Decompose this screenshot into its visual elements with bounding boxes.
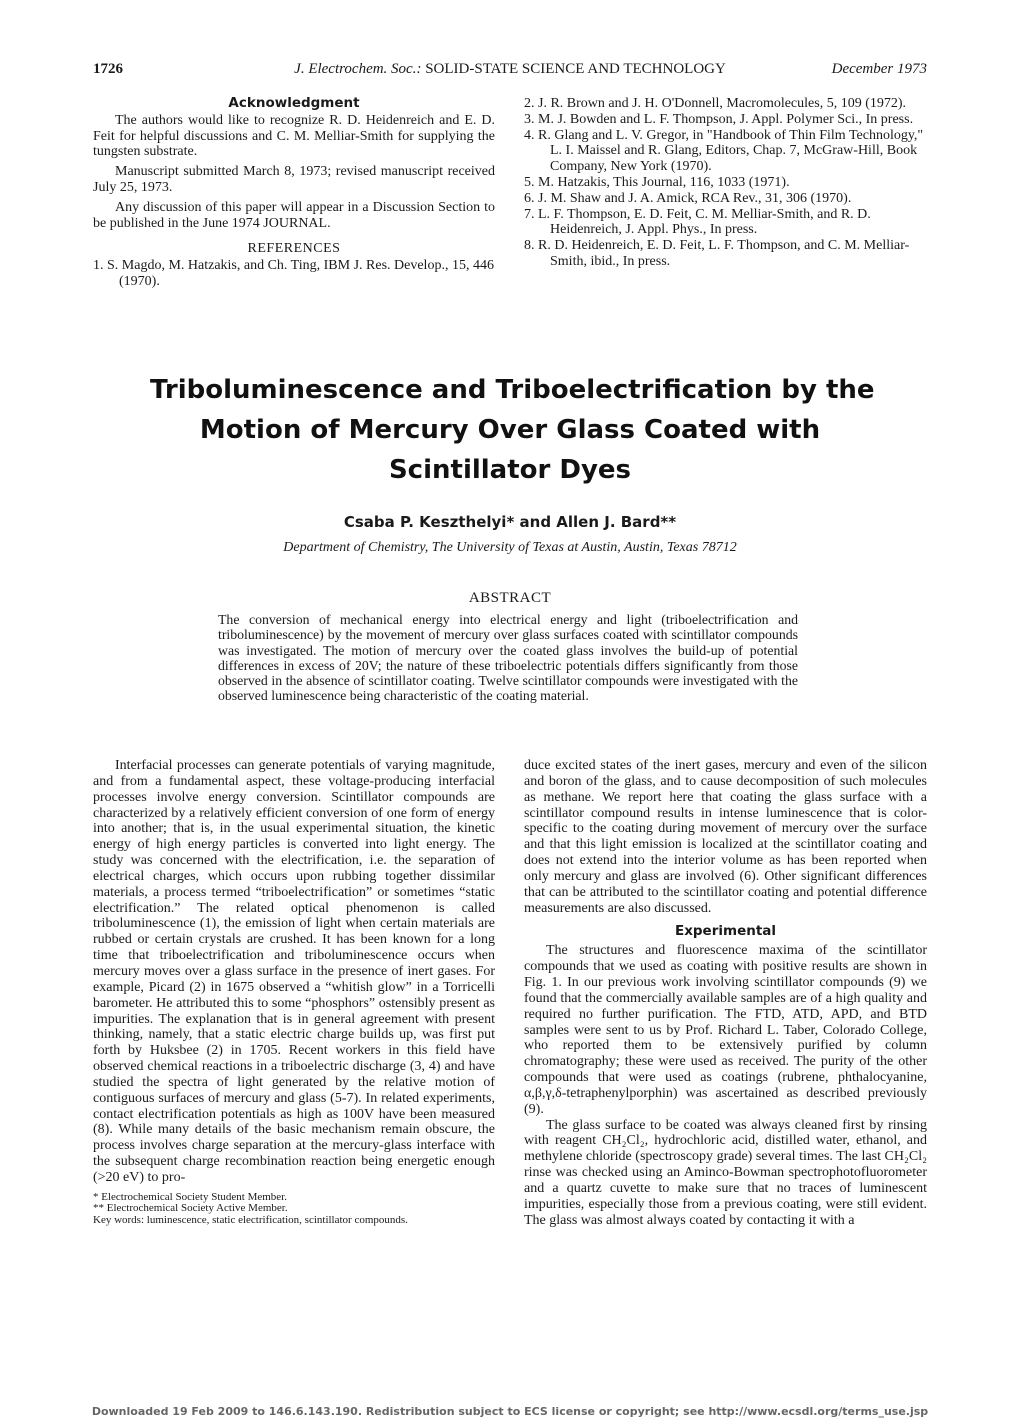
footnote-keywords: Key words: luminescence, static electrification, scintillator compounds. (93, 1213, 408, 1226)
footnotes (93, 1192, 495, 1227)
acknowledgment-text: The authors would like to recognize R. D. Heidenreich and E. D. Feit for helpful discussions and C. M. Melliar-Smith for supplying the tungsten substrate. (93, 112, 495, 160)
reference-item: 5. M. Hatzakis, This Journal, 116, 1033 (1971). (524, 174, 790, 190)
references-heading: REFERENCES (247, 241, 341, 257)
abstract-heading: ABSTRACT (468, 590, 552, 606)
reference-item: 8. R. D. Heidenreich, E. D. Feit, L. F. Thompson, and C. M. Melliar-Smith, ibid., In press. (524, 238, 910, 269)
abstract-text: The conversion of mechanical energy into electrical energy and light (triboelectrification and triboluminescence) by the movement of mercury over glass surfaces coated with scintillator compounds was investigated. The motion of mercury over the coated glass involves the build-up of potential differences in excess of 20V; the nature of these triboelectric potentials differs significantly from those observed in the absence of scintillator coating. Twelve scintillator compounds were investigated with the observed luminescence being characteristic of the coating material. (218, 612, 798, 704)
reference-item: 6. J. M. Shaw and J. A. Amick, RCA Rev., 31, 306 (1970). (524, 190, 852, 206)
download-footer: Downloaded 19 Feb 2009 to 146.6.143.190. Redistribution subject to ECS license or copyright; see http://www.ecsdl.org/terms_use.jsp (91, 1405, 929, 1418)
previous-article-left-column (93, 96, 495, 290)
title-line: Motion of Mercury Over Glass Coated with (199, 415, 821, 445)
reference-item: 3. M. J. Bowden and L. F. Thompson, J. Appl. Polymer Sci., In press. (524, 111, 914, 127)
page-number: 1726 (93, 61, 123, 77)
acknowledgment-heading: Acknowledgment (228, 95, 360, 111)
journal-name-italic: J. Electrochem. Soc.: (294, 61, 422, 77)
manuscript-note: Manuscript submitted March 8, 1973; revised manuscript received July 25, 1973. (93, 164, 495, 195)
issue-date: December 1973 (831, 61, 927, 77)
journal-name-section: SOLID-STATE SCIENCE AND TECHNOLOGY (421, 61, 726, 77)
title-line: Scintillator Dyes (388, 455, 632, 485)
reference-item: 4. R. Glang and L. V. Gregor, in "Handbook of Thin Film Technology," L. I. Maissel and R. Glang, Editors, Chap. 7, McGraw-Hill, Book Company, New York (1970). (524, 127, 924, 175)
experimental-paragraph: The glass surface to be coated was always cleaned first by rinsing with reagent CH₂Cl₂, hydrochloric acid, distilled water, ethanol, and methylene chloride (spectroscopy grade) several times. The last CH₂Cl₂ rinse was checked using an Aminco-Bowman spectrophotofluorometer and a quartz cuvette to make sure that no traces of luminescent impurities, especially those from a previous coating, were still evident. The glass was almost always coated by contacting it with a (524, 1117, 927, 1228)
title-line: Triboluminescence and Triboelectrification by the (150, 375, 875, 405)
reference-item: 2. J. R. Brown and J. H. O'Donnell, Macromolecules, 5, 109 (1972). (524, 96, 907, 111)
affiliation: Department of Chemistry, The University of Texas at Austin, Austin, Texas 78712 (283, 540, 737, 555)
reference-item: 7. L. F. Thompson, E. D. Feit, C. M. Melliar-Smith, and R. D. Heidenreich, J. Appl. Phys., In press. (524, 206, 871, 238)
running-head (93, 58, 927, 80)
discussion-note: Any discussion of this paper will appear in a Discussion Section to be published in the June 1974 JOURNAL. (93, 199, 495, 231)
body-left-column (93, 758, 495, 1226)
reference-item: 1. S. Magdo, M. Hatzakis, and Ch. Ting, IBM J. Res. Develop., 15, 446 (1970). (93, 258, 494, 289)
previous-article-right-column (524, 96, 927, 270)
intro-paragraph: Interfacial processes can generate potentials of varying magnitude, and from a fundamental aspect, these voltage-producing interfacial processes involve energy conversion. Scintillator compounds are characterized by a relatively efficient conversion of one form of energy into another; that is, in the usual experimental situation, the kinetic energy of high energy particles is converted into light energy. The study was concerned with the electrification, i.e. the separation of electrical charges, which occurs upon rubbing together dissimilar materials, a process termed “triboelectrification” or sometimes “static electrification.” The related optical phenomenon is called triboluminescence (1), the emission of light when certain materials are rubbed or certain crystals are crushed. It has been known for a long time that triboelectrification and triboluminescence occurs when mercury moves over a glass surface in the presence of inert gases. For example, Picard (2) in 1675 observed a “whitish glow” in a Torricelli barometer. He attributed this to some “phosphors” ostensibly present as impurities. The explanation that is in general agreement with present thinking, namely, that a static electric charge builds up, was first put forth by Huksbee (2) in 1705. Recent workers in this field have observed chemical reactions in a triboelectric discharge (3, 4) and have studied the spectra of light generated by the relative motion of contiguous surfaces of mercury and glass (5-7). In related experiments, contact electrification potentials as high as 100V have been measured (8). While many details of the basic mechanism remain obscure, the process involves charge separation at the mercury-glass interface with the subsequent charge recombination reaction being energetic enough (>20 eV) to pro- (93, 758, 495, 1185)
experimental-paragraph: The structures and fluorescence maxima of the scintillator compounds that we used as coating with positive results are shown in Fig. 1. In our previous work involving scintillator compounds (9) we found that the commercially available samples are of a high quality and required no further purification. The FTD, ATD, APD, and BTD samples were sent to us by Prof. Richard L. Taber, Colorado College, who reported them to be extensively purified by column chromatography; these were used as received. The purity of the other compounds that were used as coatings (rubrene, phthalocyanine, α,β,γ,δ-tetraphenylporphin) was ascertained as described previously (9). (524, 943, 927, 1117)
experimental-heading: Experimental (674, 923, 777, 940)
intro-paragraph-continued: duce excited states of the inert gases, mercury and even of the silicon and boron of the glass, and to cause decomposition of such molecules as methane. We report here that coating the glass surface with a scintillator compound results in intense luminescence that is color-specific to the coating during movement of mercury over the surface and that this light emission is localized at the scintillator coating and does not extend into the interior volume as has been reported when only mercury and glass are involved (6). Other significant differences that can be attributed to the scintillator coating and potential difference measurements are also discussed. (524, 758, 927, 916)
body-right-column (524, 758, 927, 1228)
article-title (150, 370, 875, 490)
authors: Csaba P. Keszthelyi* and Allen J. Bard** (343, 513, 677, 531)
journal-name (93, 58, 927, 80)
footnote-active-member: ** Electrochemical Society Active Member. (93, 1202, 288, 1215)
footnote-student-member: * Electrochemical Society Student Member. (93, 1190, 287, 1203)
